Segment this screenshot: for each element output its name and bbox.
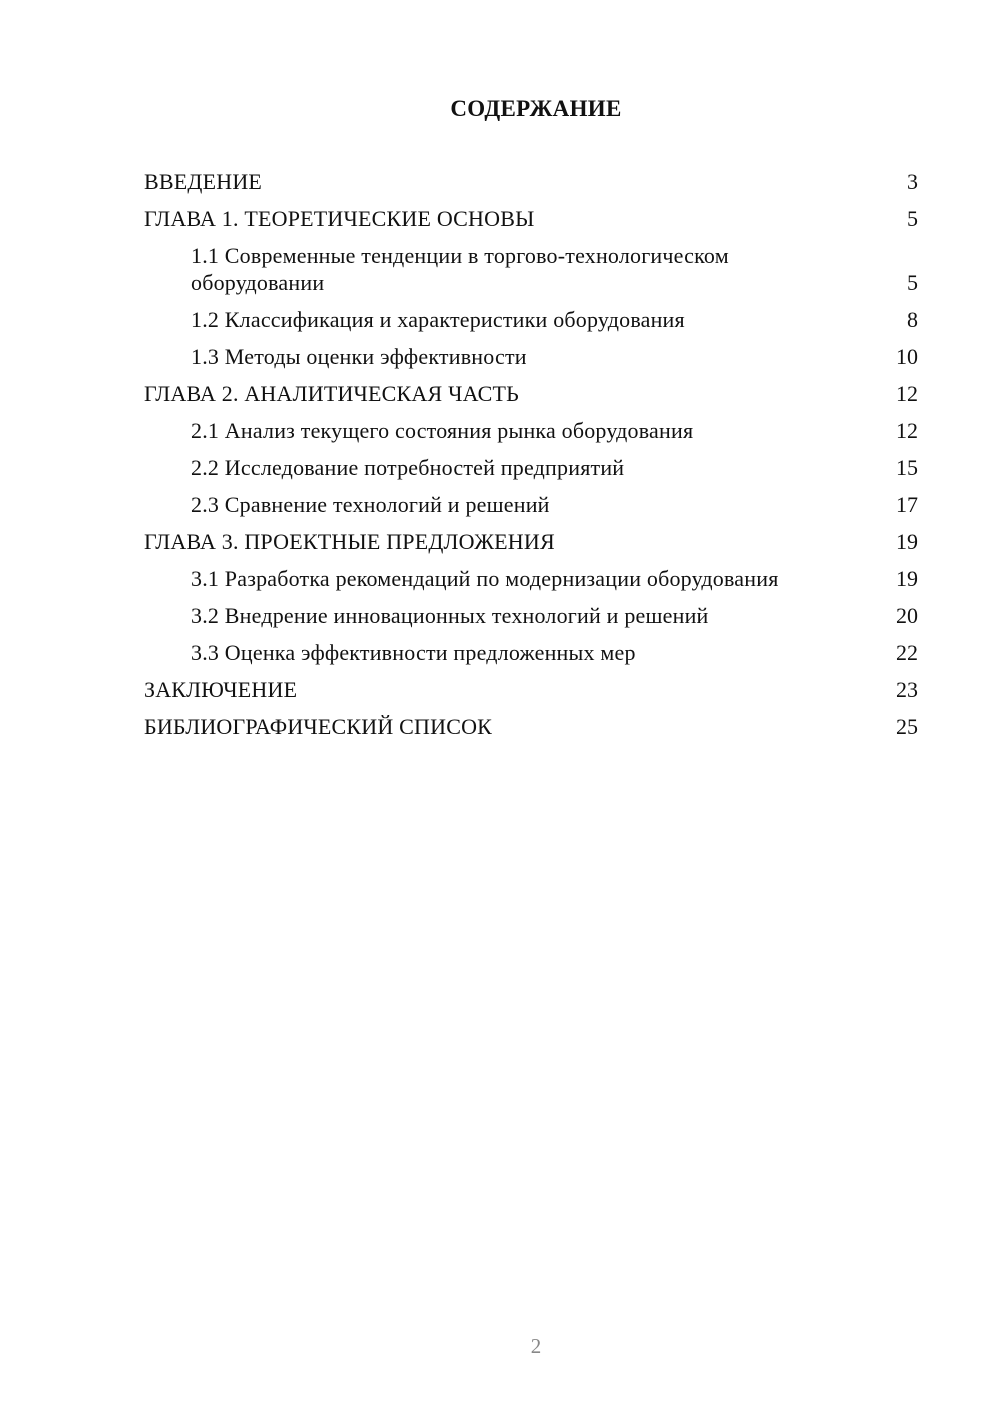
table-of-contents bbox=[144, 168, 918, 750]
toc-entry-label: ГЛАВА 3. ПРОЕКТНЫЕ ПРЕДЛОЖЕНИЯ bbox=[144, 529, 555, 554]
toc-entry-page: 19 bbox=[896, 529, 918, 554]
toc-entry-page: 22 bbox=[896, 640, 918, 665]
toc-entry-label: ВВЕДЕНИЕ bbox=[144, 169, 263, 194]
toc-entry-label: 3.2 Внедрение инновационных технологий и решений bbox=[191, 603, 709, 628]
toc-entry-label: ГЛАВА 1. ТЕОРЕТИЧЕСКИЕ ОСНОВЫ bbox=[144, 206, 535, 231]
toc-entry-section-1-2[interactable] bbox=[144, 306, 918, 333]
toc-entry-label: ГЛАВА 2. АНАЛИТИЧЕСКАЯ ЧАСТЬ bbox=[144, 381, 519, 406]
toc-entry-page: 17 bbox=[896, 492, 918, 517]
toc-entry-chapter-1[interactable] bbox=[144, 205, 918, 232]
toc-entry-label: 2.1 Анализ текущего состояния рынка оборудования bbox=[191, 418, 694, 443]
toc-entry-label: 3.1 Разработка рекомендаций по модернизации оборудования bbox=[191, 566, 779, 591]
toc-entry-page: 8 bbox=[907, 307, 918, 332]
toc-entry-label: ЗАКЛЮЧЕНИЕ bbox=[144, 677, 298, 702]
toc-entry-page: 12 bbox=[896, 381, 918, 406]
toc-entry-page: 5 bbox=[907, 206, 918, 231]
toc-entry-conclusion[interactable] bbox=[144, 676, 918, 703]
toc-entry-label: 1.3 Методы оценки эффективности bbox=[191, 344, 527, 369]
toc-entry-section-3-1[interactable] bbox=[144, 565, 918, 592]
toc-entry-label: 2.3 Сравнение технологий и решений bbox=[191, 492, 550, 517]
toc-entry-label: 1.1 Современные тенденции в торгово-технологическом оборудовании bbox=[191, 243, 729, 295]
toc-entry-introduction[interactable] bbox=[144, 168, 918, 195]
toc-entry-bibliography[interactable] bbox=[144, 713, 918, 740]
toc-entry-chapter-2[interactable] bbox=[144, 380, 918, 407]
toc-entry-label: 1.2 Классификация и характеристики оборудования bbox=[191, 307, 685, 332]
toc-entry-section-2-2[interactable] bbox=[144, 454, 918, 481]
toc-entry-page: 25 bbox=[896, 714, 918, 739]
toc-entry-page: 19 bbox=[896, 566, 918, 591]
page-title: СОДЕРЖАНИЕ bbox=[450, 96, 622, 121]
toc-entry-section-1-3[interactable] bbox=[144, 343, 918, 370]
toc-entry-page: 5 bbox=[907, 270, 918, 295]
toc-entry-chapter-3[interactable] bbox=[144, 528, 918, 555]
toc-entry-label: БИБЛИОГРАФИЧЕСКИЙ СПИСОК bbox=[144, 714, 493, 739]
toc-entry-label: 3.3 Оценка эффективности предложенных мер bbox=[191, 640, 636, 665]
toc-entry-page: 15 bbox=[896, 455, 918, 480]
toc-entry-page: 20 bbox=[896, 603, 918, 628]
toc-entry-section-2-1[interactable] bbox=[144, 417, 918, 444]
toc-entry-page: 23 bbox=[896, 677, 918, 702]
toc-entry-section-2-3[interactable] bbox=[144, 491, 918, 518]
page-number: 2 bbox=[530, 1334, 542, 1358]
toc-entry-section-3-3[interactable] bbox=[144, 639, 918, 666]
toc-entry-label: 2.2 Исследование потребностей предприятий bbox=[191, 455, 625, 480]
toc-entry-section-3-2[interactable] bbox=[144, 602, 918, 629]
toc-entry-section-1-1[interactable] bbox=[144, 242, 918, 296]
toc-entry-page: 12 bbox=[896, 418, 918, 443]
toc-entry-page: 10 bbox=[896, 344, 918, 369]
toc-entry-page: 3 bbox=[907, 169, 918, 194]
